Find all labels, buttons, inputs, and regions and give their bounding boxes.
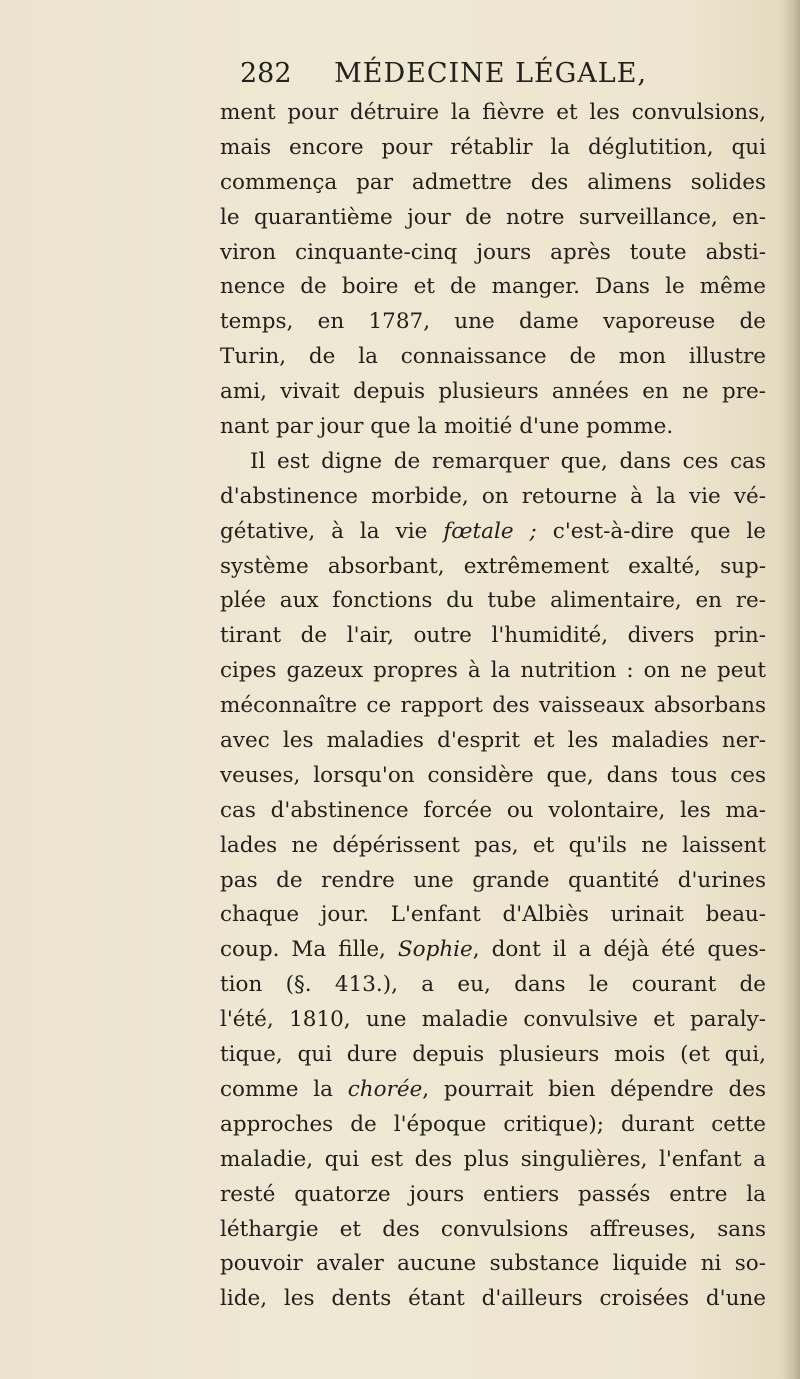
text-run: , dont il a déjà été ques-	[472, 937, 767, 963]
text-line: ment pour détruire la fièvre et les convulsions,	[220, 100, 766, 125]
text-run: c'est-à-dire que le	[536, 518, 766, 544]
body-text	[220, 96, 766, 1317]
text-line: l'été, 1810, une maladie convulsive et paraly-	[220, 1007, 766, 1033]
text-line: ami, vivait depuis plusieurs années en ne pre-	[220, 379, 766, 405]
text-line: approches de l'époque critique); durant cette	[220, 1111, 766, 1137]
text-line	[220, 1073, 766, 1108]
text-run: , pourrait bien dépendre des	[422, 1076, 766, 1102]
text-line: pas de rendre une grande quantité d'urines	[220, 867, 766, 893]
text-line: tirant de l'air, outre l'humidité, divers prin-	[220, 623, 766, 649]
text-run: gétative, à la vie	[220, 518, 444, 544]
text-line: cipes gazeux propres à la nutrition : on ne peut	[220, 658, 766, 684]
text-line: plée aux fonctions du tube alimentaire, en re-	[220, 588, 766, 614]
text-line: système absorbant, extrêmement exalté, sup-	[220, 553, 766, 579]
text-line: viron cinquante-cinq jours après toute absti-	[220, 239, 766, 265]
text-line: méconnaître ce rapport des vaisseaux absorbans	[220, 693, 766, 719]
text-line: lades ne dépérissent pas, et qu'ils ne laissent	[220, 832, 766, 858]
text-line: d'abstinence morbide, on retourne à la vie vé-	[220, 483, 766, 509]
page-edge-shadow	[782, 0, 800, 1379]
text-line: chaque jour. L'enfant d'Albiès urinait beau-	[220, 902, 766, 928]
text-line: temps, en 1787, une dame vaporeuse de	[220, 309, 766, 335]
text-line: mais encore pour rétablir la déglutition, qui	[220, 134, 766, 160]
text-line: commença par admettre des alimens solides	[220, 169, 766, 195]
text-line: lide, les dents étant d'ailleurs croisées d'une	[220, 1286, 766, 1312]
text-line	[220, 933, 766, 968]
italic-term: fœtale ;	[443, 518, 537, 544]
text-line: Il est digne de remarquer que, dans ces cas	[250, 448, 766, 474]
text-run: comme la	[220, 1076, 348, 1102]
text-line: Turin, de la connaissance de mon illustre	[220, 344, 766, 370]
text-run: coup. Ma fille,	[220, 937, 398, 963]
text-line: léthargie et des convulsions affreuses, sans	[220, 1216, 766, 1242]
text-line: le quarantième jour de notre surveillance, en-	[220, 204, 766, 230]
text-line: maladie, qui est des plus singulières, l'enfant a	[220, 1146, 766, 1172]
text-line: nant par jour que la moitié d'une pomme.	[220, 414, 674, 440]
page-number: 282	[240, 58, 292, 89]
text-line: resté quatorze jours entiers passés entre la	[220, 1181, 766, 1207]
text-line: tion (§. 413.), a eu, dans le courant de	[220, 972, 766, 998]
text-line	[220, 515, 766, 550]
text-line: tique, qui dure depuis plusieurs mois (et qui,	[220, 1042, 766, 1068]
text-line: cas d'abstinence forcée ou volontaire, les ma-	[220, 797, 766, 823]
text-line: nence de boire et de manger. Dans le même	[220, 274, 766, 300]
italic-term: chorée	[347, 1076, 423, 1102]
text-line: avec les maladies d'esprit et les maladies ner-	[220, 728, 766, 754]
italic-name: Sophie	[397, 937, 473, 963]
text-line: veuses, lorsqu'on considère que, dans tous ces	[220, 762, 766, 788]
page-header-title: MÉDECINE LÉGALE,	[334, 58, 648, 89]
running-head	[240, 58, 647, 89]
text-line: pouvoir avaler aucune substance liquide ni so-	[220, 1251, 766, 1277]
